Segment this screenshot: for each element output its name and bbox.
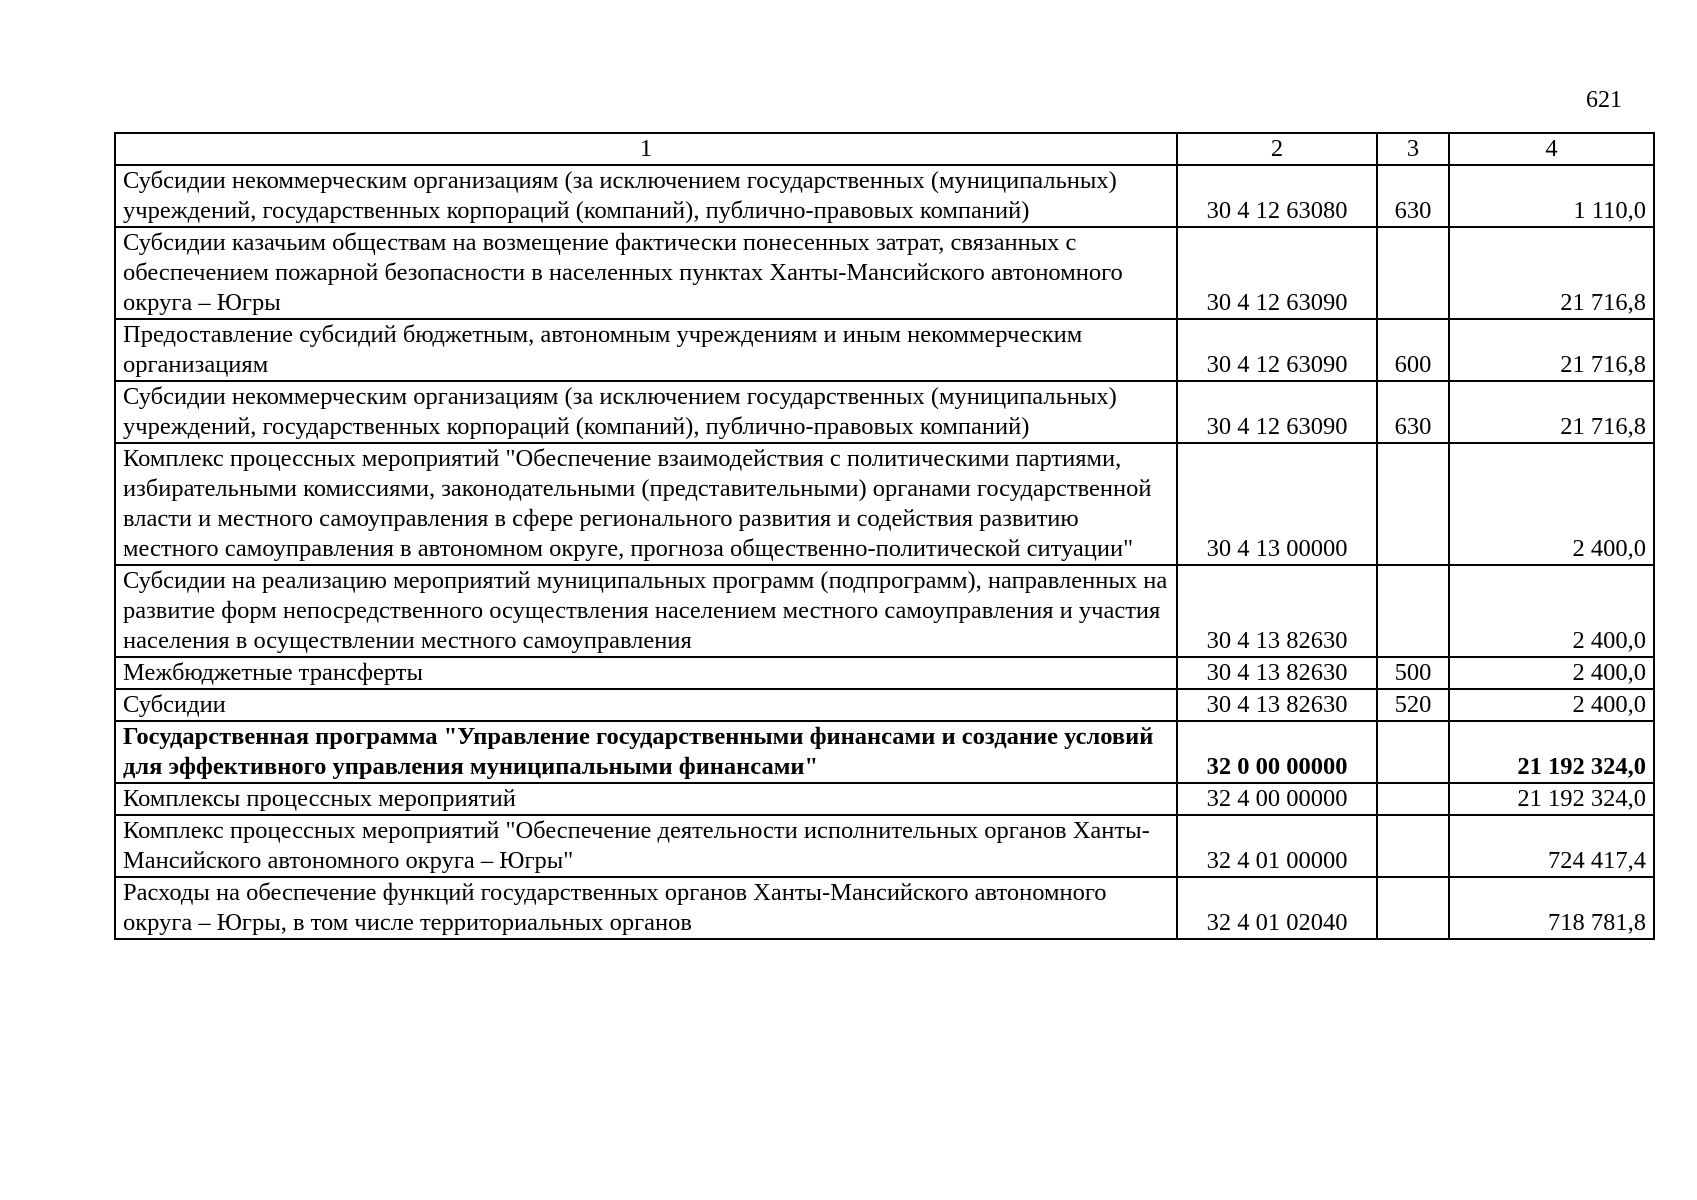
row-amount-cell: 2 400,0: [1449, 443, 1654, 565]
row-name-cell: Расходы на обеспечение функций государственных органов Ханты-Мансийского автономного округа – Югры, в том числе территориальных органов: [115, 877, 1177, 939]
row-code-cell: 32 0 00 00000: [1177, 721, 1377, 783]
row-name-cell: Субсидии: [115, 689, 1177, 721]
budget-table: [114, 132, 1655, 940]
column-header-type: 3: [1377, 133, 1449, 165]
row-code-cell: 30 4 13 82630: [1177, 689, 1377, 721]
row-code-cell: 30 4 12 63090: [1177, 227, 1377, 319]
table-row: [115, 165, 1654, 227]
row-type-cell: [1377, 783, 1449, 815]
row-code-cell: 32 4 01 00000: [1177, 815, 1377, 877]
row-code-cell: 30 4 13 00000: [1177, 443, 1377, 565]
row-amount-cell: 2 400,0: [1449, 689, 1654, 721]
table-row: [115, 815, 1654, 877]
row-amount-cell: 2 400,0: [1449, 565, 1654, 657]
table-row: [115, 877, 1654, 939]
table-row: [115, 657, 1654, 689]
row-type-cell: [1377, 815, 1449, 877]
row-amount-cell: 21 192 324,0: [1449, 783, 1654, 815]
row-name-cell: Предоставление субсидий бюджетным, автономным учреждениям и иным некоммерческим организациям: [115, 319, 1177, 381]
row-name-cell: Субсидии на реализацию мероприятий муниципальных программ (подпрограмм), направленных на развитие форм непосредственного осуществления населением местного самоуправления и участия населения в осуществлении местного самоуправления: [115, 565, 1177, 657]
page-number: 621: [1586, 87, 1622, 113]
table-body: [115, 165, 1654, 939]
row-type-cell: [1377, 877, 1449, 939]
row-name-cell: Комплекс процессных мероприятий "Обеспечение деятельности исполнительных органов Ханты-Мансийского автономного округа – Югры": [115, 815, 1177, 877]
column-header-amount: 4: [1449, 133, 1654, 165]
table-row: [115, 319, 1654, 381]
row-name-cell: Межбюджетные трансферты: [115, 657, 1177, 689]
table-row: [115, 783, 1654, 815]
row-type-cell: 630: [1377, 165, 1449, 227]
table-header: [115, 133, 1654, 165]
row-type-cell: [1377, 443, 1449, 565]
row-amount-cell: 718 781,8: [1449, 877, 1654, 939]
table-row: [115, 381, 1654, 443]
table-row: [115, 721, 1654, 783]
table-row: [115, 227, 1654, 319]
column-header-name: 1: [115, 133, 1177, 165]
table-row: [115, 443, 1654, 565]
row-name-cell: Субсидии некоммерческим организациям (за исключением государственных (муниципальных) учреждений, государственных корпораций (компаний), публично-правовых компаний): [115, 165, 1177, 227]
row-type-cell: [1377, 227, 1449, 319]
row-amount-cell: 2 400,0: [1449, 657, 1654, 689]
row-code-cell: 32 4 01 02040: [1177, 877, 1377, 939]
row-amount-cell: 21 716,8: [1449, 227, 1654, 319]
row-code-cell: 30 4 13 82630: [1177, 565, 1377, 657]
row-code-cell: 30 4 12 63090: [1177, 319, 1377, 381]
row-amount-cell: 1 110,0: [1449, 165, 1654, 227]
column-header-code: 2: [1177, 133, 1377, 165]
row-type-cell: 500: [1377, 657, 1449, 689]
row-code-cell: 30 4 12 63080: [1177, 165, 1377, 227]
row-type-cell: [1377, 721, 1449, 783]
row-amount-cell: 21 192 324,0: [1449, 721, 1654, 783]
row-name-cell: Субсидии казачьим обществам на возмещение фактически понесенных затрат, связанных с обеспечением пожарной безопасности в населенных пунктах Ханты-Мансийского автономного округа – Югры: [115, 227, 1177, 319]
row-type-cell: [1377, 565, 1449, 657]
row-code-cell: 30 4 12 63090: [1177, 381, 1377, 443]
row-name-cell: Комплекс процессных мероприятий "Обеспечение взаимодействия с политическими партиями, избирательными комиссиями, законодательными (представительными) органами государственной власти и местного самоуправления в сфере регионального развития и содействия развитию местного самоуправления в автономном округе, прогноза общественно-политической ситуации": [115, 443, 1177, 565]
row-code-cell: 30 4 13 82630: [1177, 657, 1377, 689]
row-amount-cell: 21 716,8: [1449, 381, 1654, 443]
row-type-cell: 630: [1377, 381, 1449, 443]
row-code-cell: 32 4 00 00000: [1177, 783, 1377, 815]
row-type-cell: 520: [1377, 689, 1449, 721]
row-amount-cell: 21 716,8: [1449, 319, 1654, 381]
row-type-cell: 600: [1377, 319, 1449, 381]
row-name-cell: Субсидии некоммерческим организациям (за исключением государственных (муниципальных) учреждений, государственных корпораций (компаний), публично-правовых компаний): [115, 381, 1177, 443]
row-name-cell: Государственная программа "Управление государственными финансами и создание условий для эффективного управления муниципальными финансами": [115, 721, 1177, 783]
row-amount-cell: 724 417,4: [1449, 815, 1654, 877]
table-row: [115, 565, 1654, 657]
table-row: [115, 689, 1654, 721]
header-row: [115, 133, 1654, 165]
row-name-cell: Комплексы процессных мероприятий: [115, 783, 1177, 815]
